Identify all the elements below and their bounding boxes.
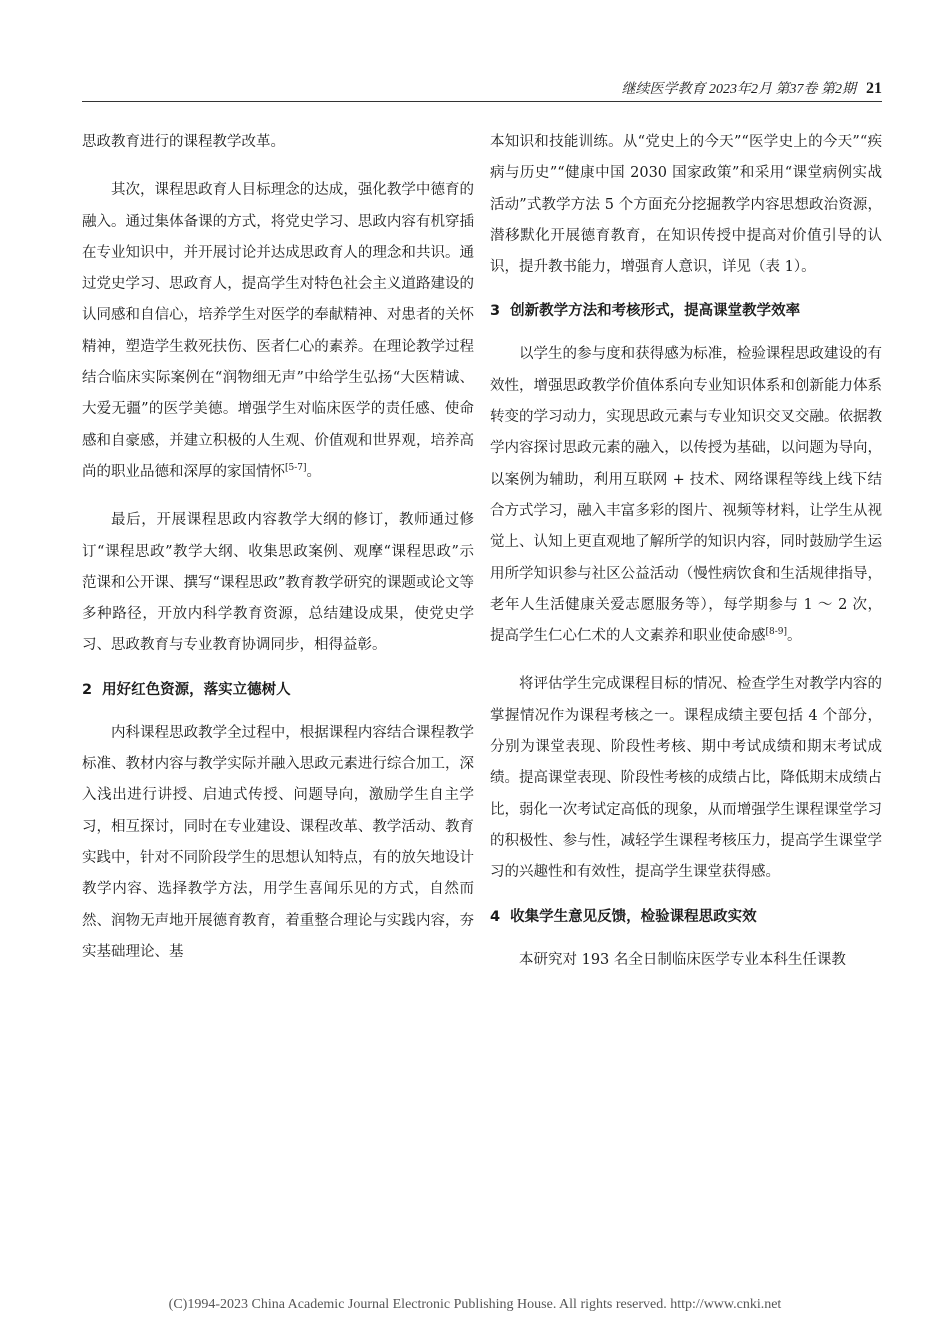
- journal-info: 继续医学教育 2023年2月 第37卷 第2期: [621, 82, 856, 97]
- section-title: 用好红色资源，落实立德树人: [102, 681, 291, 698]
- paragraph: 内科课程思政教学全过程中，根据课程内容结合课程教学标准、教材内容与教学实际并融入思政元素进行综合加工，深入浅出进行讲授、启迪式传授、问题导向，激励学生自主学习，相互探讨，同时在专业建设、课程改革、教学活动、教育实践中，针对不同阶段学生的思想认知特点，有的放矢地设计教学内容、选择教学方法，用学生喜闻乐见的方式，自然而然、润物无声地开展德育教育，着重整合理论与实践内容，夯实基础理论、基: [82, 724, 474, 960]
- paragraph: 将评估学生完成课程目标的情况、检查学生对教学内容的掌握情况作为课程考核之一。课程成绩主要包括 4 个部分，分别为课堂表现、阶段性考核、期中考试成绩和期末考试成绩。提高课堂表现、阶段性考核的成绩占比，降低期末成绩占比，弱化一次考试定高低的现象，从而增强学生课程课堂学习的积极性、参与性，减轻学生课程考核压力，提高学生课堂学习的兴趣性和有效性，提高学生课堂获得感。: [490, 676, 882, 881]
- running-header: [622, 78, 883, 98]
- left-column: [82, 127, 474, 985]
- paragraph: 最后，开展课程思政内容教学大纲的修订，教师通过修订“课程思政”教学大纲、收集思政案例、观摩“课程思政”示范课和公开课、撰写“课程思政”教育教学研究的课题或论文等多种路径，开放内科学教育资源，总结建设成果，使党史学习、思政教育与专业教育协调同步，相得益彰。: [82, 512, 474, 654]
- header-rule: [82, 101, 882, 102]
- page-number: 21: [866, 80, 882, 97]
- paragraph-end: 。: [306, 463, 322, 480]
- paragraph: [490, 339, 882, 652]
- paragraph-end: 。: [787, 628, 802, 645]
- section-number: 4: [490, 908, 501, 925]
- paragraph-text: 其次，课程思政育人目标理念的达成，强化教学中德育的融入。通过集体备课的方式，将党史学习、思政内容有机穿插在专业知识中，并开展讨论并达成思政育人的理念和共识。通过党史学习、思政育人，提高学生对特色社会主义道路建设的认同感和自信心，培养学生对医学的奉献精神、对患者的关怀精神，塑造学生救死扶伤、医者仁心的素养。在理论教学过程结合临床实际案例在“润物细无声”中给学生弘扬“大医精诚、大爱无疆”的医学美德。增强学生对临床医学的责任感、使命感和自豪感，并建立积极的人生观、价值观和世界观，培养高尚的职业品德和深厚的家国情怀: [82, 182, 474, 480]
- section-heading-2: [82, 679, 474, 701]
- paragraph: 本研究对 193 名全日制临床医学专业本科生任课教: [519, 951, 846, 968]
- section-heading-3: [490, 300, 882, 322]
- paragraph: 思政教育进行的课程教学改革。: [82, 134, 285, 150]
- paragraph-text: 以学生的参与度和获得感为标准，检验课程思政建设的有效性，增强思政教学价值体系向专业知识体系和创新能力体系转变的学习动力，实现思政元素与专业知识交叉交融。依据教学内容探讨思政元素的融入，以传授为基础，以问题为导向，以案例为辅助，利用互联网 + 技术、网络课程等线上线下结合方式学习，融入丰富多彩的图片、视频等材料，让学生从视觉上、认知上更直观地了解所学的知识内容，同时鼓励学生运用所学知识参与社区公益活动（慢性病饮食和生活规律指导，老年人生活健康关爱志愿服务等），每学期参与 1 ～ 2 次，提高学生仁心仁术的人文素养和职业使命感: [490, 346, 882, 645]
- citation: [5-7]: [285, 463, 307, 474]
- section-heading-4: [490, 906, 882, 928]
- section-number: 2: [82, 681, 93, 698]
- paragraph: [82, 175, 474, 488]
- section-number: 3: [490, 303, 501, 320]
- citation: [8-9]: [765, 627, 788, 638]
- section-title: 收集学生意见反馈，检验课程思政实效: [510, 908, 757, 925]
- section-title: 创新教学方法和考核形式，提高课堂教学效率: [510, 303, 801, 320]
- copyright-footer: (C)1994-2023 China Academic Journal Electronic Publishing House. All rights reserved. http://www.cnki.net: [168, 1297, 782, 1312]
- paragraph: 本知识和技能训练。从“党史上的今天”“医学史上的今天”“疾病与历史”“健康中国 2030 国家政策”和采用“课堂病例实战活动”式教学方法 5 个方面充分挖掘教学内容思想政治资源，潜移默化开展德育教育，在知识传授中提高对价值引导的认识，提升教书能力，增强育人意识，详见（表 1）。: [490, 134, 882, 276]
- right-column: [490, 127, 882, 993]
